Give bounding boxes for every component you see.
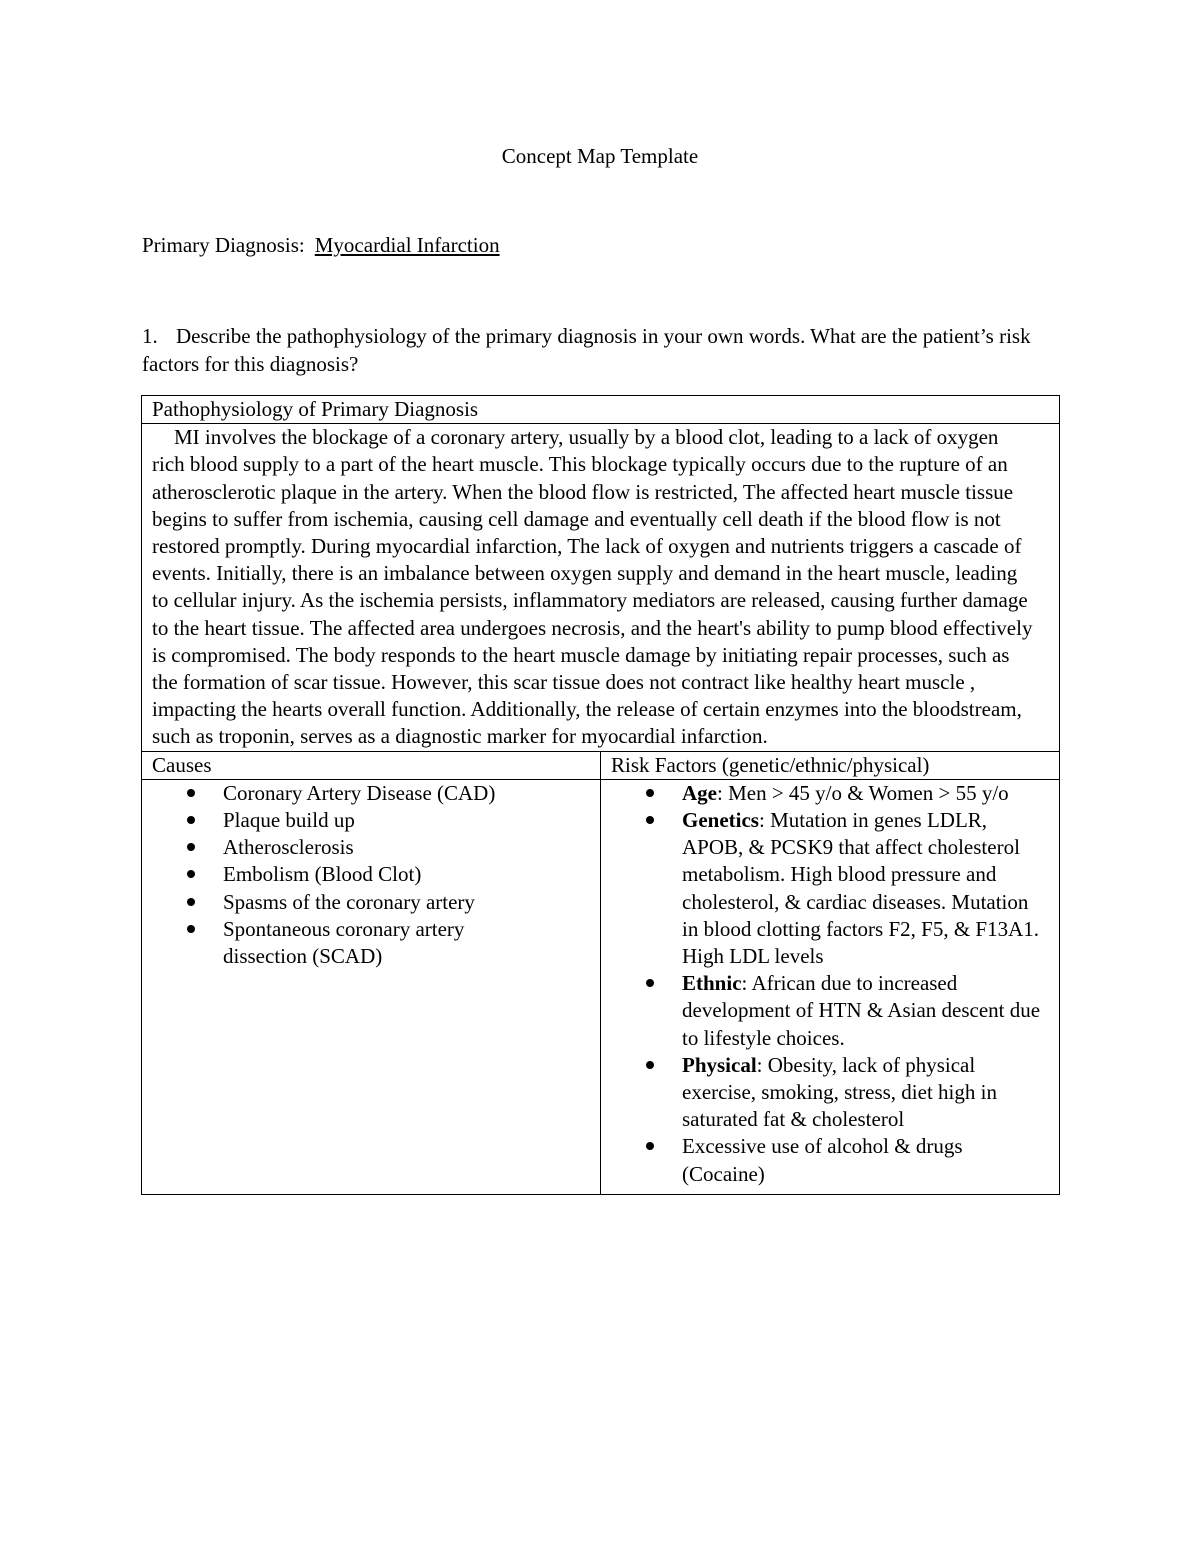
cause-item: [152, 889, 590, 916]
risk-factor-term: Genetics: [682, 808, 759, 833]
pathophysiology-text: MI involves the blockage of a coronary artery, usually by a blood clot, leading to a lack of oxygen rich blood supply to a part of the heart muscle. This blockage typically occurs due to the rupture of an atherosclerotic plaque in the artery. When the blood flow is restricted, The affected heart muscle tissue begins to suffer from ischemia, causing cell damage and eventually cell death if the blood flow is not restored promptly. During myocardial infarction, The lack of oxygen and nutrients triggers a cascade of events. Initially, there is an imbalance between oxygen supply and demand in the heart muscle, leading to cellular injury. As the ischemia persists, inflammatory mediators are released, causing further damage to the heart tissue. The affected area undergoes necrosis, and the heart's ability to pump blood effectively is compromised. The body responds to the heart muscle damage by initiating repair processes, such as the formation of scar tissue. However, this scar tissue does not contract like healthy heart muscle , impacting the hearts overall function. Additionally, the release of certain enzymes into the bloodstream, such as troponin, serves as a diagnostic marker for myocardial infarction.: [152, 425, 1033, 749]
cause-item: [152, 916, 590, 970]
risk-factor-text: : Obesity, lack of physical exercise, smoking, stress, diet high in saturated fat & cholesterol: [682, 1052, 997, 1132]
bullet-icon: [646, 1061, 654, 1069]
risk-factors-list: [611, 780, 1049, 1188]
cause-item: [152, 834, 590, 861]
risk-factor-text: : Men > 45 y/o & Women > 55 y/o: [717, 780, 1009, 805]
risk-factor-text: : Mutation in genes LDLR, APOB, & PCSK9 that affect cholesterol metabolism. High blood pressure and cholesterol, & cardiac diseases. Mutation in blood clotting factors F2, F5, & F13A1. High LDL levels: [682, 808, 1039, 969]
bullet-icon: [187, 789, 195, 797]
risk-factor-item: [611, 970, 1049, 1052]
causes-header: Causes: [142, 751, 601, 779]
pathophysiology-header: Pathophysiology of Primary Diagnosis: [142, 396, 1060, 424]
cause-text: Coronary Artery Disease (CAD): [223, 780, 496, 805]
cause-item: [152, 807, 590, 834]
pathophysiology-cell: [142, 424, 1060, 751]
bullet-icon: [187, 843, 195, 851]
risk-factor-term: Age: [682, 780, 717, 805]
question-1: [142, 323, 1062, 378]
bullet-icon: [646, 789, 654, 797]
risk-factor-term: Ethnic: [682, 971, 742, 996]
risk-factor-item: [611, 1133, 1049, 1187]
bullet-icon: [646, 816, 654, 824]
bullet-icon: [187, 898, 195, 906]
causes-cell: [142, 779, 601, 1194]
risk-factor-item: [611, 1052, 1049, 1134]
causes-list: [152, 780, 590, 970]
bullet-icon: [187, 870, 195, 878]
cause-item: [152, 780, 590, 807]
cause-text: Plaque build up: [223, 808, 355, 833]
risk-factor-text: : African due to increased development of HTN & Asian descent due to lifestyle choices.: [682, 971, 1041, 1050]
risk-factor-term: Physical: [682, 1052, 757, 1077]
diagnosis-label: Primary Diagnosis:: [142, 233, 305, 257]
bullet-icon: [187, 925, 195, 933]
cause-text: Spasms of the coronary artery: [223, 889, 475, 914]
diagnosis-value: Myocardial Infarction: [314, 233, 500, 257]
question-text: Describe the pathophysiology of the primary diagnosis in your own words. What are the patient’s risk factors for this diagnosis?: [142, 324, 1031, 376]
cause-text: Spontaneous coronary artery dissection (SCAD): [223, 916, 465, 969]
bullet-icon: [646, 979, 654, 987]
risk-factors-cell: [601, 779, 1060, 1194]
page-title: Concept Map Template: [501, 144, 699, 168]
cause-text: Atherosclerosis: [223, 835, 354, 860]
cause-item: [152, 861, 590, 888]
risk-factor-text: Excessive use of alcohol & drugs (Cocaine): [682, 1134, 963, 1186]
question-number: 1.: [142, 324, 158, 348]
cause-text: Embolism (Blood Clot): [223, 862, 422, 887]
risk-factors-header: Risk Factors (genetic/ethnic/physical): [601, 751, 1060, 779]
risk-factor-item: [611, 780, 1049, 807]
bullet-icon: [187, 816, 195, 824]
concept-map-table: [141, 395, 1060, 1195]
primary-diagnosis: [142, 232, 500, 259]
bullet-icon: [646, 1142, 654, 1150]
risk-factor-item: [611, 807, 1049, 970]
